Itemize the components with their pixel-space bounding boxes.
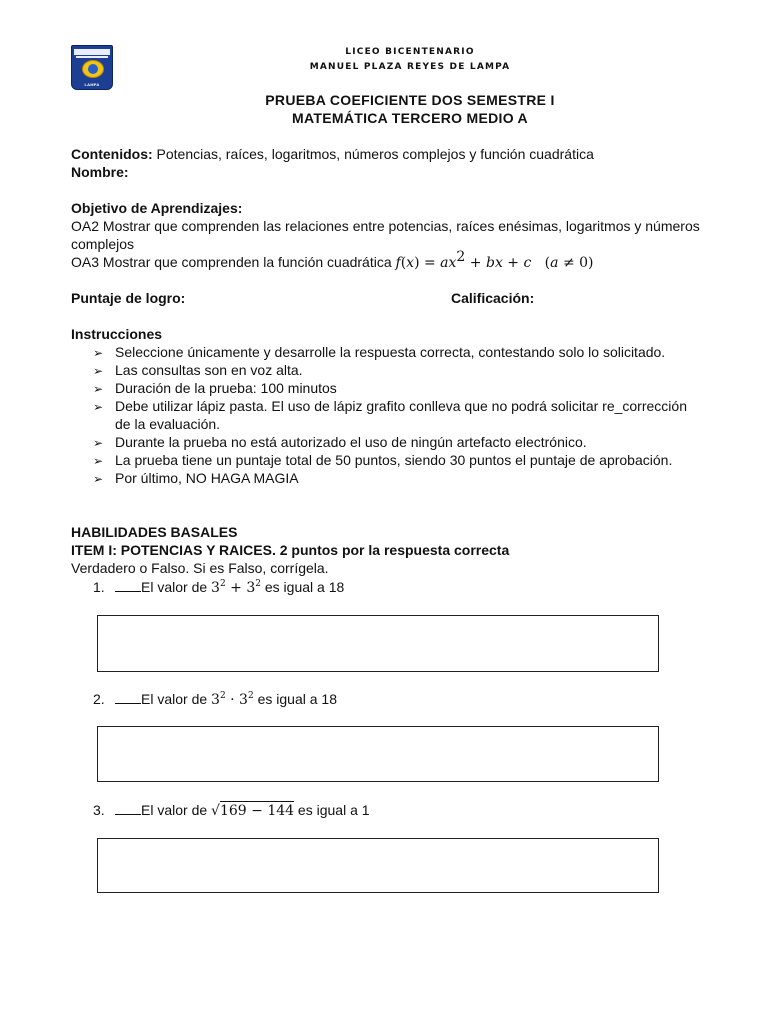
answer-blank[interactable] [115, 802, 141, 815]
arrow-bullet-icon: ➢ [93, 436, 104, 450]
item-instruction: Verdadero o Falso. Si es Falso, corrígela. [71, 560, 329, 576]
question-3: 3. El valor de √169 − 144 es igual a 1 [93, 802, 370, 819]
oa2-line1: OA2 Mostrar que comprenden las relaciones entre potencias, raíces enésimas, logaritmos y números [71, 218, 700, 234]
arrow-bullet-icon: ➢ [93, 346, 104, 360]
instrucciones-heading: Instrucciones [71, 326, 163, 342]
logo-banner [74, 49, 110, 55]
question-number: 1. [93, 579, 105, 595]
nombre-label: Nombre: [71, 164, 129, 180]
exam-subtitle: MATEMÁTICA TERCERO MEDIO A [292, 110, 528, 126]
question-1: 1. El valor de $3^2 + 3^2$ es igual a 18 [93, 579, 345, 596]
instruction-item: ➢ La prueba tiene un puntaje total de 50 puntos, siendo 30 puntos el puntaje de aprobación. [93, 452, 673, 468]
oa3-text: OA3 Mostrar que comprenden la función cuadrática [71, 254, 396, 270]
answer-box-1[interactable] [97, 615, 659, 672]
logo-emblem [82, 60, 104, 78]
question-number: 3. [93, 802, 105, 818]
contenidos-line [71, 146, 594, 162]
question-2: 2. El valor de $3^2 \cdot 3^2$ es igual a 18 [93, 691, 337, 708]
contenidos-label: Contenidos: [71, 146, 153, 162]
item-title: ITEM I: POTENCIAS Y RAICES. 2 puntos por la respuesta correcta [71, 542, 510, 558]
objetivo-label: Objetivo de Aprendizajes: [71, 200, 243, 216]
puntaje-label: Puntaje de logro: [71, 290, 186, 306]
logo-emblem-center [88, 64, 98, 74]
answer-box-2[interactable] [97, 726, 659, 782]
answer-box-3[interactable] [97, 838, 659, 893]
instruction-item: ➢ Duración de la prueba: 100 minutos [93, 380, 337, 396]
arrow-bullet-icon: ➢ [93, 364, 104, 378]
school-name-line2: MANUEL PLAZA REYES DE LAMPA [309, 62, 511, 72]
arrow-bullet-icon: ➢ [93, 472, 104, 486]
instruction-item: ➢ Debe utilizar lápiz pasta. El uso de lápiz grafito conlleva que no podrá solicitar re_corrección [93, 398, 687, 414]
question-number: 2. [93, 691, 105, 707]
logo-label: LAMPA [84, 82, 100, 87]
instruction-item: ➢ Seleccione únicamente y desarrolle la respuesta correcta, contestando solo lo solicitado. [93, 344, 666, 360]
section-title: HABILIDADES BASALES [71, 524, 238, 540]
logo-banner-stripe [76, 56, 108, 58]
answer-blank[interactable] [115, 691, 141, 704]
calificacion-label: Calificación: [451, 290, 535, 306]
arrow-bullet-icon: ➢ [93, 382, 104, 396]
quadratic-formula: f [395, 255, 401, 271]
question-1-expression: $3^2 + 3^2$ [211, 579, 261, 596]
oa2-line2: complejos [71, 236, 135, 252]
arrow-bullet-icon: ➢ [93, 400, 104, 414]
answer-blank[interactable] [115, 579, 141, 592]
contenidos-value: Potencias, raíces, logaritmos, números complejos y función cuadrática [152, 146, 594, 162]
oa3-line: OA3 Mostrar que comprenden la función cuadrática $f(x) = ax^2$ + bx + c (a ≠ 0) [71, 249, 594, 271]
instruction-item: ➢ Por último, NO HAGA MAGIA [93, 470, 299, 486]
nombre-line [71, 164, 129, 180]
school-name-line1: LICEO BICENTENARIO [345, 47, 475, 57]
question-2-expression: $3^2 \cdot 3^2$ [211, 691, 254, 708]
exam-title: PRUEBA COEFICIENTE DOS SEMESTRE I [265, 92, 555, 108]
arrow-bullet-icon: ➢ [93, 454, 104, 468]
instruction-item: ➢ Durante la prueba no está autorizado el uso de ningún artefacto electrónico. [93, 434, 587, 450]
question-3-expression: √169 − 144 [211, 803, 295, 819]
school-logo [71, 45, 113, 90]
instruction-item-continuation: de la evaluación. [115, 416, 221, 432]
instruction-item: ➢ Las consultas son en voz alta. [93, 362, 303, 378]
objetivo-heading [71, 200, 242, 216]
